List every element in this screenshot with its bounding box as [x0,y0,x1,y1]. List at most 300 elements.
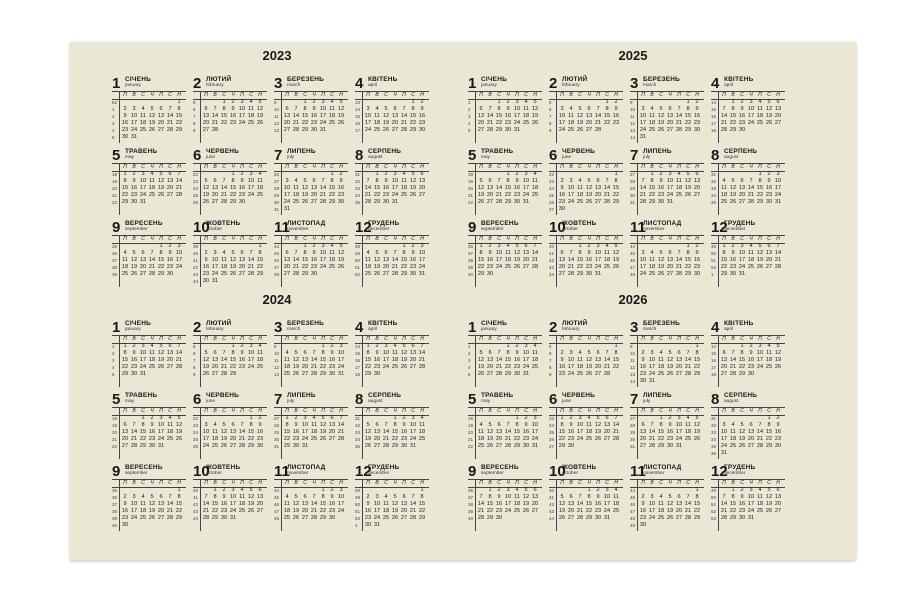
day-cell: 20 [229,436,237,442]
weekday-label: В [569,408,573,414]
day-cell: 23 [229,120,237,126]
day-cell: 19 [531,113,539,119]
day-cell: 3 [240,99,244,105]
week-number: 49 [630,523,636,528]
week-number: 5 [112,135,115,140]
day-cell: 21 [175,185,183,191]
day-cell: 19 [522,501,530,507]
day-cell: 16 [166,257,174,263]
day-cell: 26 [364,443,372,449]
day-cell: 18 [148,357,156,363]
day-cell: 13 [121,429,129,435]
weekday-label: Н [258,164,262,170]
week-number: 31 [630,200,636,205]
weekday-label: С [384,480,388,486]
day-cell: 11 [167,422,173,428]
day-cell: 1 [177,99,181,105]
day-cell: 2 [740,99,744,105]
month-name-latin: july [643,155,651,160]
day-cell: 10 [157,422,165,428]
month-name-latin: november [287,471,309,476]
day-cell: 27 [486,199,494,205]
day-cell: 13 [765,250,773,256]
day-cell: 28 [729,371,737,377]
week-number-divider [556,91,557,143]
day-cell: 3 [213,250,217,256]
weekday-label: С [384,236,388,242]
day-cell: 17 [139,185,147,191]
weekday-label: В [375,336,379,342]
day-cell: 18 [373,120,381,126]
day-cell: 27 [121,443,129,449]
day-cell: 19 [409,185,417,191]
day-cell: 13 [486,185,494,191]
day-cell: 7 [177,171,181,177]
weekday-label: Н [420,92,424,98]
day-cell: 2 [150,415,154,421]
day-cell: 31 [373,522,381,528]
day-cell: 20 [765,257,773,263]
weekday-label: С [659,336,663,342]
weekday-label: В [294,336,298,342]
week-number: 14 [711,100,717,105]
day-cell: 15 [301,257,309,263]
week-number: 7 [549,358,552,363]
day-cell: 29 [558,443,566,449]
day-cell: 7 [132,422,136,428]
week-number: 39 [468,265,474,270]
day-cell: 21 [391,264,399,270]
month-block [630,392,704,460]
month-name: ТРАВЕНЬ [125,148,158,155]
day-cell: 25 [256,192,264,198]
day-cell: 3 [303,415,307,421]
weekday-label: П [479,408,483,414]
weekday-label: Ч [506,336,510,342]
day-cell: 18 [675,185,683,191]
day-cell: 13 [486,357,494,363]
day-cell: 12 [364,429,372,435]
week-number: 12 [630,121,636,126]
day-cell: 7 [722,106,726,112]
week-number: 20 [468,430,474,435]
day-cell: 3 [596,243,600,249]
day-cell: 8 [375,178,379,184]
day-cell: 18 [283,508,291,514]
day-cell: 19 [765,501,773,507]
day-cell: 1 [659,415,663,421]
day-cell: 15 [373,185,381,191]
week-number: 50 [355,502,361,507]
day-cell: 18 [756,501,764,507]
day-cell: 14 [729,357,737,363]
week-number: 2 [112,351,115,356]
week-number: 25 [193,193,199,198]
day-cell: 21 [504,436,512,442]
week-number: 1 [355,523,358,528]
day-cell: 16 [292,429,300,435]
week-number: 31 [274,444,280,449]
day-cell: 11 [757,494,763,500]
day-cell: 9 [204,257,208,263]
day-cell: 15 [693,501,701,507]
week-number: 41 [193,258,199,263]
day-cell: 17 [202,436,210,442]
day-cell: 28 [409,515,417,521]
day-cell: 27 [720,371,728,377]
day-cell: 11 [140,501,146,507]
day-cell: 1 [758,171,762,177]
day-cell: 11 [577,357,583,363]
day-cell: 15 [684,257,692,263]
day-cell: 3 [393,171,397,177]
month-name: ЛИПЕНЬ [287,392,316,399]
month-number: 2 [193,319,202,336]
week-number-divider [475,163,476,215]
day-cell: 22 [319,508,327,514]
day-cell: 13 [558,257,566,263]
week-number: 33 [355,186,361,191]
weekday-label: П [402,92,406,98]
day-cell: 22 [139,436,147,442]
weekday-label: Ч [749,164,753,170]
day-cell: 10 [756,350,764,356]
weekday-label: В [731,408,735,414]
day-cell: 14 [319,185,327,191]
week-number-divider [119,235,120,287]
day-cell: 11 [284,501,290,507]
week-number: 43 [549,265,555,270]
day-cell: 29 [684,127,692,133]
day-cell: 14 [382,429,390,435]
day-cell: 14 [567,257,575,263]
day-cell: 13 [202,113,210,119]
week-number: 14 [355,344,361,349]
day-cell: 13 [283,113,291,119]
day-cell: 19 [292,364,300,370]
day-cell: 19 [486,436,494,442]
day-cell: 19 [391,508,399,514]
day-cell: 5 [258,99,262,105]
day-cell: 21 [166,120,174,126]
day-cell: 29 [765,443,773,449]
day-cell: 12 [774,350,782,356]
day-cell: 25 [121,271,129,277]
month-name: СЕРПЕНЬ [368,392,402,399]
day-cell: 28 [292,271,300,277]
weekday-label: В [375,480,379,486]
week-number-divider [200,479,201,531]
day-cell: 29 [756,199,764,205]
day-cell: 7 [312,494,316,500]
weekday-label: Ч [668,164,672,170]
day-cell: 1 [686,243,690,249]
day-cell: 26 [612,264,620,270]
day-cell: 29 [319,371,327,377]
weekday-label: В [132,164,136,170]
weekday-label: Ч [231,408,235,414]
week-number: 37 [112,258,118,263]
weekday-label: В [132,92,136,98]
day-cell: 10 [504,494,512,500]
month-number: 12 [711,463,728,480]
day-cell: 22 [576,264,584,270]
day-cell: 10 [675,422,683,428]
weekday-label: Ч [506,480,510,486]
weekday-label: Ч [150,336,154,342]
weekday-label: П [677,92,681,98]
day-cell: 13 [495,429,503,435]
day-cell: 19 [558,508,566,514]
day-cell: 4 [141,494,145,500]
day-cell: 4 [650,106,654,112]
day-cell: 3 [677,415,681,421]
day-cell: 28 [166,515,174,521]
day-cell: 25 [328,120,336,126]
weekday-label: С [411,336,415,342]
day-cell: 31 [301,443,309,449]
week-number: 40 [549,488,555,493]
week-number: 5 [468,128,471,133]
weekday-label: П [560,408,564,414]
day-cell: 12 [666,357,674,363]
day-cell: 4 [614,487,618,493]
month-block [549,392,623,460]
day-cell: 2 [749,343,753,349]
weekday-label: С [578,92,582,98]
day-cell: 16 [522,429,530,435]
day-cell: 24 [495,264,503,270]
day-cell: 10 [639,113,647,119]
day-cell: 24 [576,436,584,442]
day-cell: 20 [495,436,503,442]
weekday-label: С [740,336,744,342]
day-cell: 3 [560,106,564,112]
weekday-label: П [321,236,325,242]
weekday-label: С [686,408,690,414]
day-cell: 15 [585,501,593,507]
day-cell: 27 [229,443,237,449]
day-cell: 11 [613,494,619,500]
day-cell: 25 [684,436,692,442]
week-number: 3 [112,121,115,126]
weekday-label: П [515,92,519,98]
day-cell: 20 [166,185,174,191]
day-cell: 13 [157,501,165,507]
day-cell: 28 [477,515,485,521]
day-cell: 22 [409,120,417,126]
week-number: 1 [112,107,115,112]
day-cell: 13 [139,257,147,263]
day-cell: 9 [231,106,235,112]
day-cell: 15 [612,185,620,191]
week-number: 44 [549,272,555,277]
week-number: 44 [274,488,280,493]
month-number: 5 [468,147,477,164]
day-cell: 31 [130,134,138,140]
day-cell: 26 [319,436,327,442]
day-cell: 9 [587,250,591,256]
weekday-label: С [168,480,172,486]
month-number: 6 [549,147,558,164]
day-cell: 16 [130,185,138,191]
day-cell: 3 [321,243,325,249]
week-number: 51 [711,258,717,263]
week-number: 44 [630,488,636,493]
day-cell: 23 [513,364,521,370]
day-cell: 6 [285,106,289,112]
month-number: 3 [630,75,639,92]
weekday-label: П [240,236,244,242]
month-name-latin: august [368,399,383,404]
day-cell: 29 [175,127,183,133]
day-cell: 11 [748,250,754,256]
month-name: ЛЮТИЙ [562,76,588,83]
weekday-label: П [321,336,325,342]
day-cell: 3 [776,171,780,177]
day-cell: 16 [729,257,737,263]
day-cell: 26 [585,199,593,205]
day-cell: 13 [720,357,728,363]
day-cell: 28 [319,199,327,205]
day-cell: 12 [585,185,593,191]
day-cell: 12 [148,501,156,507]
day-cell: 26 [657,127,665,133]
day-cell: 28 [211,127,219,133]
day-cell: 27 [328,436,336,442]
day-cell: 29 [693,371,701,377]
day-cell: 28 [202,515,210,521]
day-cell: 11 [212,429,218,435]
day-cell: 30 [328,371,336,377]
day-cell: 16 [738,113,746,119]
day-cell: 25 [747,264,755,270]
weekday-label: П [204,92,208,98]
day-cell: 22 [612,364,620,370]
day-cell: 27 [310,199,318,205]
day-cell: 16 [693,257,701,263]
week-number: 4 [468,365,471,370]
week-number-divider [718,335,719,387]
day-cell: 4 [330,243,334,249]
week-number: 47 [274,265,280,270]
day-cell: 25 [513,508,521,514]
week-number: 45 [630,495,636,500]
week-number: 16 [355,358,361,363]
day-cell: 19 [576,120,584,126]
day-cell: 14 [292,113,300,119]
week-number: 46 [274,502,280,507]
weekday-label: В [213,480,217,486]
weekday-label: Н [614,408,618,414]
day-cell: 9 [515,178,519,184]
day-cell: 3 [420,243,424,249]
day-cell: 25 [648,127,656,133]
day-cell: 9 [506,106,510,112]
day-cell: 13 [166,178,174,184]
day-cell: 31 [666,199,674,205]
day-cell: 14 [774,250,782,256]
day-cell: 31 [337,371,345,377]
weekday-label: П [560,480,564,486]
day-cell: 12 [612,250,620,256]
week-number: 39 [112,516,118,521]
day-cell: 14 [220,185,228,191]
day-cell: 22 [121,364,129,370]
day-cell: 19 [585,364,593,370]
weekday-label: В [569,480,573,486]
day-cell: 23 [400,436,408,442]
day-cell: 23 [693,264,701,270]
month-name: ВЕРЕСЕНЬ [481,220,519,227]
day-cell: 18 [504,257,512,263]
week-number: 44 [549,516,555,521]
weekday-label: Н [533,336,537,342]
week-number: 33 [355,430,361,435]
weekday-label: С [659,92,663,98]
day-cell: 11 [248,106,254,112]
weekday-label: Н [533,408,537,414]
week-number: 23 [549,179,555,184]
week-number: 3 [112,358,115,363]
month-name-latin: december [368,227,390,232]
week-number: 3 [468,114,471,119]
day-cell: 17 [639,264,647,270]
day-cell: 20 [738,192,746,198]
day-cell: 8 [695,350,699,356]
day-cell: 3 [285,178,289,184]
day-cell: 2 [204,250,208,256]
day-cell: 30 [148,443,156,449]
week-number: 37 [468,251,474,256]
week-number: 46 [274,258,280,263]
day-cell: 6 [402,494,406,500]
weekday-label: П [641,92,645,98]
day-cell: 22 [684,120,692,126]
day-cell: 15 [400,257,408,263]
day-cell: 30 [400,443,408,449]
day-cell: 10 [229,494,237,500]
weekday-label: С [605,336,609,342]
day-cell: 1 [605,99,609,105]
week-number: 39 [112,272,118,277]
day-cell: 16 [310,257,318,263]
day-cell: 1 [479,243,483,249]
day-cell: 21 [594,120,602,126]
week-number: 32 [711,423,717,428]
day-cell: 9 [614,106,618,112]
weekday-label: Ч [393,480,397,486]
weekday-label: Ч [587,480,591,486]
day-cell: 31 [139,199,147,205]
week-number: 35 [711,200,717,205]
day-cell: 24 [130,515,138,521]
month-block [193,464,267,532]
day-cell: 2 [524,415,528,421]
day-cell: 15 [693,357,701,363]
weekday-label: П [758,92,762,98]
day-cell: 22 [328,192,336,198]
day-cell: 21 [576,508,584,514]
day-cell: 18 [612,501,620,507]
weekday-label: В [213,408,217,414]
week-number: 8 [549,365,552,370]
week-number: 18 [711,128,717,133]
day-cell: 10 [130,113,138,119]
day-cell: 30 [486,271,494,277]
day-cell: 14 [175,178,183,184]
weekday-label: Ч [749,480,753,486]
